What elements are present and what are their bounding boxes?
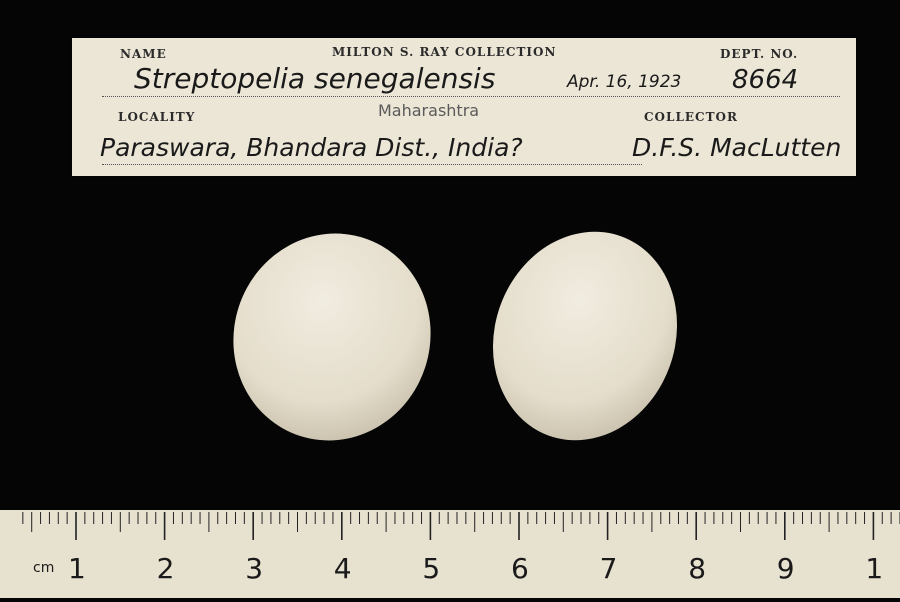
ruler-number: 3	[245, 552, 264, 585]
centimeter-ruler	[0, 510, 900, 598]
dept-no-header: DEPT. NO.	[720, 47, 799, 61]
name-header: NAME	[120, 47, 167, 61]
egg-right	[464, 206, 706, 467]
collection-title: MILTON S. RAY COLLECTION	[332, 45, 557, 59]
ruler-number: 4	[333, 552, 352, 585]
ruler-number: 1	[865, 552, 884, 585]
ruler-ticks	[0, 510, 900, 598]
collector-name: D.F.S. MacLutten	[632, 133, 842, 162]
ruler-number: 9	[776, 552, 795, 585]
ruler-unit: cm	[33, 560, 55, 576]
state-annotation: Maharashtra	[378, 101, 480, 120]
locality-header: LOCALITY	[118, 110, 196, 124]
ruler-number: 2	[156, 552, 175, 585]
collection-date: Apr. 16, 1923	[567, 72, 682, 92]
ruler-number: 6	[511, 552, 529, 585]
collector-header: COLLECTOR	[644, 110, 738, 124]
egg-left	[207, 208, 458, 466]
ruler-number: 8	[688, 552, 707, 585]
locality-value: Paraswara, Bhandara Dist., India?	[100, 133, 523, 162]
ruler-number: 5	[422, 552, 441, 585]
dept-number: 8664	[732, 65, 799, 95]
ruler-number: 1	[68, 552, 86, 585]
ruler-number: 7	[599, 552, 618, 585]
species-name: Streptopelia senegalensis	[134, 62, 496, 95]
